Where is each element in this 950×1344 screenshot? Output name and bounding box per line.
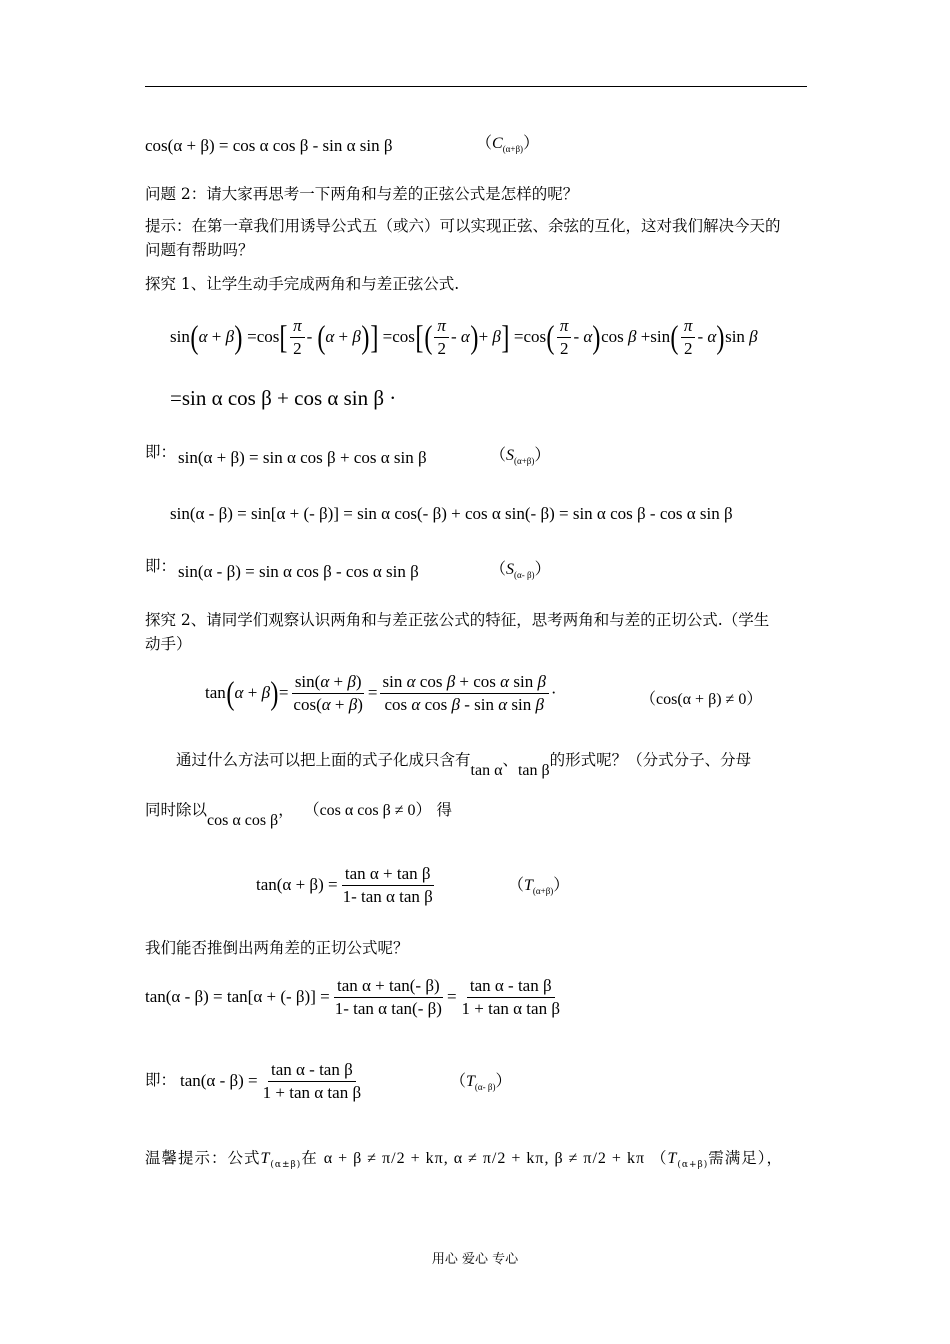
warm-tip: 温馨提示：公式$T_{(\alpha\pm\beta)}$在 α + β ≠ π/2 + kπ, α ≠ π/2 + kπ, β ≠ π/2 + kπ （$T_{(\alpha+\beta)}$需满足）， xyxy=(145,1149,784,1171)
question-2: 问题 2：请大家再思考一下两角和与差的正弦公式是怎样的呢？ xyxy=(145,185,579,203)
tan-diff-formula: tan(α - β) = $\frac{\text{tan α - tan β}}{\text{1 + tan α tan β}}$ xyxy=(180,1060,362,1102)
explore-2-line-1: 探究 2、请同学们观察认识两角和与差正弦公式的特征，思考两角和与差的正切公式.（学生 xyxy=(145,611,770,629)
sin-sum-result: =sin α cos β + cos α sin β · xyxy=(170,386,397,410)
formula-tag-s-minus: $(S_{(\alpha- \beta)})$ xyxy=(490,561,551,581)
tan-sum-condition: （cos(α + β) ≠ 0） xyxy=(640,691,763,708)
method-line-1: 通过什么方法可以把上面的式子化成只含有tan α、tan β的形式呢？（分式分子、分母 xyxy=(176,751,752,779)
formula-tag-c: $(C_{(\alpha+\beta)})$ xyxy=(476,135,540,155)
tan-sum-formula: tan(α + β) = $\frac{\text{tan α + tan β}}{\text{1- tan α tan β}}$ xyxy=(256,864,433,906)
formula-tag-s-plus: $(S_{(\alpha+\beta)})$ xyxy=(490,447,551,467)
header-rule xyxy=(145,86,807,87)
sin-sum-formula: sin(α + β) = sin α cos β + cos α sin β xyxy=(178,448,427,467)
ji-label: 即： xyxy=(145,1071,177,1089)
formula-tag-t-plus: $(T_{(\alpha+\beta)})$ xyxy=(508,877,570,897)
ji-label: 即： xyxy=(145,443,177,461)
formula-tag-t-minus: $(T_{(\alpha- \beta)})$ xyxy=(450,1073,512,1093)
hint-line-2: 问题有帮助吗？ xyxy=(145,241,254,259)
ji-label: 即： xyxy=(145,557,177,575)
explore-2-line-2: 动手） xyxy=(145,635,192,653)
sin-diff-derivation: sin(α - β) = sin[α + (- β)] = sin α cos(- β) + cos α sin(- β) = sin α cos β - cos α sin β xyxy=(170,504,733,523)
tan-sum-derivation: tan ( α + β ) = $\frac{\sin(\alpha + \beta)}{\cos(\alpha + \beta)}$ = $\frac{\text{sin α cos β + cos α sin β}}{\text{cos α cos β - sin α sin β}}$ · xyxy=(205,672,557,714)
hint-line-1: 提示：在第一章我们用诱导公式五（或六）可以实现正弦、余弦的互化，这对我们解决今天的 xyxy=(145,217,781,235)
cos-sum-formula: cos(α + β) = cos α cos β - sin α sin β xyxy=(145,136,393,155)
sin-diff-formula: sin(α - β) = sin α cos β - cos α sin β xyxy=(178,562,419,581)
tan-diff-derivation: tan(α - β) = tan[α + (- β)] = $\frac{\text{tan α + tan(- β)}}{\text{1- tan α tan(- β)}}$ = $\frac{\text{tan α - tan β}}{\text{1 + tan α tan β}}$ xyxy=(145,976,560,1018)
explore-1: 探究 1、让学生动手完成两角和与差正弦公式. xyxy=(145,275,460,293)
method-line-2: 同时除以cos α cos β， （cos α cos β ≠ 0） 得 xyxy=(145,801,452,829)
question-tan-diff: 我们能否推倒出两角差的正切公式呢？ xyxy=(145,939,409,957)
page-footer: 用心 爱心 专心 xyxy=(431,1252,519,1267)
sin-sum-derivation: sin ( α + β ) =cos [ $\frac{\pi}{2}$ - ( α + β ) ] =cos [ ( $\frac{\pi}{2}$ - α ) + β ] =cos ( $\frac{\pi}{2}$ - α ) cos β +sin ( $\frac{\pi}{2}$ - α ) sin β xyxy=(170,316,758,358)
